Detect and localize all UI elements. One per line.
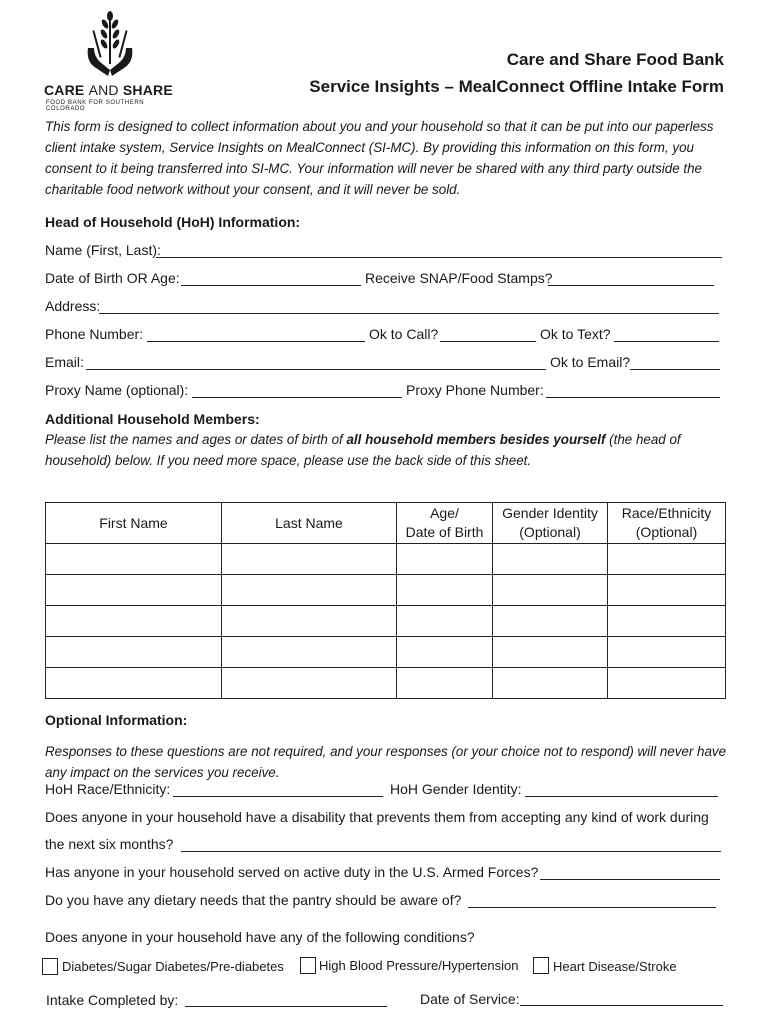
phone-label: Phone Number: bbox=[45, 326, 144, 342]
gender-field[interactable] bbox=[525, 796, 718, 797]
table-cell[interactable] bbox=[608, 637, 726, 668]
ok-text-field[interactable] bbox=[614, 341, 719, 342]
table-cell[interactable] bbox=[493, 606, 608, 637]
table-cell[interactable] bbox=[397, 668, 493, 699]
dietary-field[interactable] bbox=[468, 907, 716, 908]
blood-pressure-checkbox[interactable] bbox=[300, 957, 316, 974]
table-cell[interactable] bbox=[493, 544, 608, 575]
table-cell[interactable] bbox=[608, 575, 726, 606]
table-cell[interactable] bbox=[493, 668, 608, 699]
diabetes-checkbox[interactable] bbox=[42, 958, 58, 975]
table-header-row bbox=[46, 503, 726, 544]
col-race: Race/Ethnicity (Optional) bbox=[608, 503, 726, 544]
phone-field[interactable] bbox=[147, 341, 365, 342]
armed-forces-question: Has anyone in your household served on active duty in the U.S. Armed Forces? bbox=[45, 864, 539, 880]
conditions-question: Does anyone in your household have any of the following conditions? bbox=[45, 929, 475, 945]
additional-heading: Additional Household Members: bbox=[45, 411, 260, 427]
logo bbox=[44, 10, 184, 112]
optional-note: Responses to these questions are not required, and your responses (or your choice not to respond) will never have any impact on the services you receive. bbox=[45, 744, 727, 780]
proxy-phone-label: Proxy Phone Number: bbox=[406, 382, 544, 398]
ok-email-label: Ok to Email? bbox=[550, 354, 631, 370]
snap-label: Receive SNAP/Food Stamps? bbox=[365, 270, 553, 286]
table-row bbox=[46, 544, 726, 575]
blood-pressure-label: High Blood Pressure/Hypertension bbox=[319, 958, 519, 973]
wheat-hands-icon bbox=[82, 10, 138, 80]
diabetes-label: Diabetes/Sugar Diabetes/Pre-diabetes bbox=[62, 959, 284, 974]
table-cell[interactable] bbox=[222, 668, 397, 699]
logo-wordmark: CARE AND SHARE bbox=[44, 82, 173, 98]
race-field[interactable] bbox=[173, 796, 383, 797]
ok-call-label: Ok to Call? bbox=[369, 326, 439, 342]
table-cell[interactable] bbox=[46, 637, 222, 668]
address-label: Address: bbox=[45, 298, 101, 314]
race-label: HoH Race/Ethnicity: bbox=[45, 781, 171, 797]
table-cell[interactable] bbox=[493, 575, 608, 606]
col-last-name: Last Name bbox=[222, 503, 397, 544]
form-title: Service Insights – MealConnect Offline Intake Form bbox=[309, 77, 724, 96]
date-of-service-field[interactable] bbox=[520, 1005, 723, 1006]
table-cell[interactable] bbox=[493, 637, 608, 668]
table-cell[interactable] bbox=[46, 606, 222, 637]
optional-heading: Optional Information: bbox=[45, 712, 188, 728]
col-first-name: First Name bbox=[46, 503, 222, 544]
proxy-name-label: Proxy Name (optional): bbox=[45, 382, 189, 398]
additional-note: Please list the names and ages or dates of birth of all household members besides yourself (the head of household) below. If you need more space, please use the back side of this sheet. bbox=[45, 432, 681, 468]
dietary-question: Do you have any dietary needs that the pantry should be aware of? bbox=[45, 892, 462, 908]
date-of-service-label: Date of Service: bbox=[420, 991, 520, 1007]
email-field[interactable] bbox=[86, 369, 546, 370]
table-row bbox=[46, 575, 726, 606]
table-cell[interactable] bbox=[222, 575, 397, 606]
completed-by-field[interactable] bbox=[185, 1006, 387, 1007]
col-gender: Gender Identity (Optional) bbox=[493, 503, 608, 544]
address-field[interactable] bbox=[99, 313, 719, 314]
table-cell[interactable] bbox=[397, 575, 493, 606]
table-cell[interactable] bbox=[608, 668, 726, 699]
dob-field[interactable] bbox=[181, 285, 361, 286]
table-row bbox=[46, 637, 726, 668]
proxy-name-field[interactable] bbox=[192, 397, 402, 398]
dob-label: Date of Birth OR Age: bbox=[45, 270, 180, 286]
ok-text-label: Ok to Text? bbox=[540, 326, 611, 342]
table-cell[interactable] bbox=[222, 544, 397, 575]
completed-by-label: Intake Completed by: bbox=[46, 992, 179, 1008]
proxy-phone-field[interactable] bbox=[546, 397, 720, 398]
heart-disease-checkbox[interactable] bbox=[533, 957, 549, 974]
ok-email-field[interactable] bbox=[630, 369, 720, 370]
gender-label: HoH Gender Identity: bbox=[390, 781, 522, 797]
table-cell[interactable] bbox=[397, 606, 493, 637]
ok-call-field[interactable] bbox=[440, 341, 536, 342]
household-members-table bbox=[45, 502, 726, 699]
heart-disease-label: Heart Disease/Stroke bbox=[553, 959, 677, 974]
table-cell[interactable] bbox=[608, 544, 726, 575]
email-label: Email: bbox=[45, 354, 84, 370]
col-age: Age/ Date of Birth bbox=[397, 503, 493, 544]
table-row bbox=[46, 606, 726, 637]
name-label: Name (First, Last): bbox=[45, 242, 161, 258]
intro-text: This form is designed to collect information about you and your household so that it can be put into our paperless client intake system, Service Insights on MealConnect (SI-MC). By providing this information on this form, you consent to it being transferred into SI-MC. Your information will never be shared with any third party outside the charitable food network without your consent, and it will never be sold. bbox=[45, 119, 714, 197]
org-title: Care and Share Food Bank bbox=[506, 50, 724, 69]
table-cell[interactable] bbox=[397, 544, 493, 575]
snap-field[interactable] bbox=[548, 285, 714, 286]
hoh-heading: Head of Household (HoH) Information: bbox=[45, 214, 301, 230]
table-row bbox=[46, 668, 726, 699]
disability-question-cont: the next six months? bbox=[45, 836, 174, 852]
table-cell[interactable] bbox=[46, 668, 222, 699]
table-cell[interactable] bbox=[608, 606, 726, 637]
name-field[interactable] bbox=[156, 257, 722, 258]
table-cell[interactable] bbox=[397, 637, 493, 668]
armed-forces-field[interactable] bbox=[540, 879, 720, 880]
table-cell[interactable] bbox=[222, 606, 397, 637]
logo-tagline: FOOD BANK FOR SOUTHERN COLORADO bbox=[46, 100, 145, 112]
table-cell[interactable] bbox=[222, 637, 397, 668]
disability-question: Does anyone in your household have a disability that prevents them from accepting any kind of work during bbox=[45, 809, 709, 825]
table-cell[interactable] bbox=[46, 575, 222, 606]
table-cell[interactable] bbox=[46, 544, 222, 575]
disability-field[interactable] bbox=[181, 851, 721, 852]
